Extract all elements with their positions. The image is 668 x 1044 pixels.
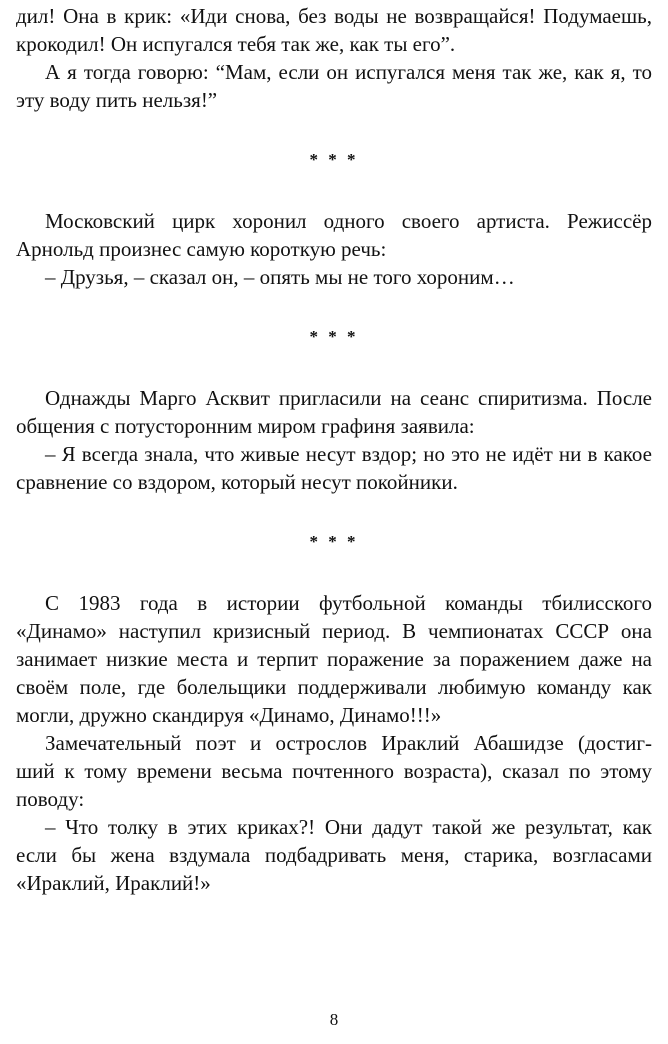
text-line: – Друзья, – сказал он, – опять мы не того хороним… [45,265,515,289]
text-line: Однажды Марго Асквит пригласили на сеанс спиритизма. После [45,386,652,410]
text-line: А я тогда говорю: “Мам, если он испугался меня так же, как я, то [45,60,652,84]
anecdote-dinamo [16,589,652,897]
text-line: общения с потусторонним миром графиня заявила: [16,414,475,438]
text-line: занимает низкие места и терпит поражение за поражением даже на [16,647,652,671]
text-line: могли, дружно скандируя «Динамо, Динамо!!!» [16,703,442,727]
text-line: – Что толку в этих криках?! Они дадут такой же результат, как [45,815,652,839]
page-number: 8 [329,1010,339,1029]
text-line: поводу: [16,787,85,811]
text-line: если бы жена вздумала подбадривать меня, старика, возгласами [16,843,652,867]
text-line: своём поле, где болельщики поддерживали любимую команду как [16,675,652,699]
text-line: сравнение со вздором, который несут покойники. [16,470,458,494]
text-line: С 1983 года в истории футбольной команды тбилисского [45,591,652,615]
section-separator: * * * [309,150,359,169]
text-line: крокодил! Он испугался тебя так же, как ты его”. [16,32,456,56]
text-line: дил! Она в крик: «Иди снова, без воды не возвращайся! Подумаешь, [16,4,652,28]
text-line: ший к тому времени весьма почтенного возраста), сказал по этому [16,759,652,783]
text-line: «Ираклий, Ираклий!» [16,871,211,895]
text-line: Московский цирк хоронил одного своего артиста. Режиссёр [45,209,652,233]
text-line: – Я всегда знала, что живые несут вздор; но это не идёт ни в какое [45,442,652,466]
anecdote-circus [16,207,652,291]
page-body [16,2,652,897]
text-line: «Динамо» наступил кризисный период. В чемпионатах СССР она [16,619,652,643]
section-separator: * * * [309,532,359,551]
text-line: эту воду пить нельзя!” [16,88,218,112]
text-line: Арнольд произнес самую короткую речь: [16,237,387,261]
anecdote-asquith [16,384,652,496]
anecdote-crocodile [16,2,652,114]
section-separator: * * * [309,327,359,346]
text-line: Замечательный поэт и острослов Ираклий Абашидзе (достиг- [45,731,652,755]
